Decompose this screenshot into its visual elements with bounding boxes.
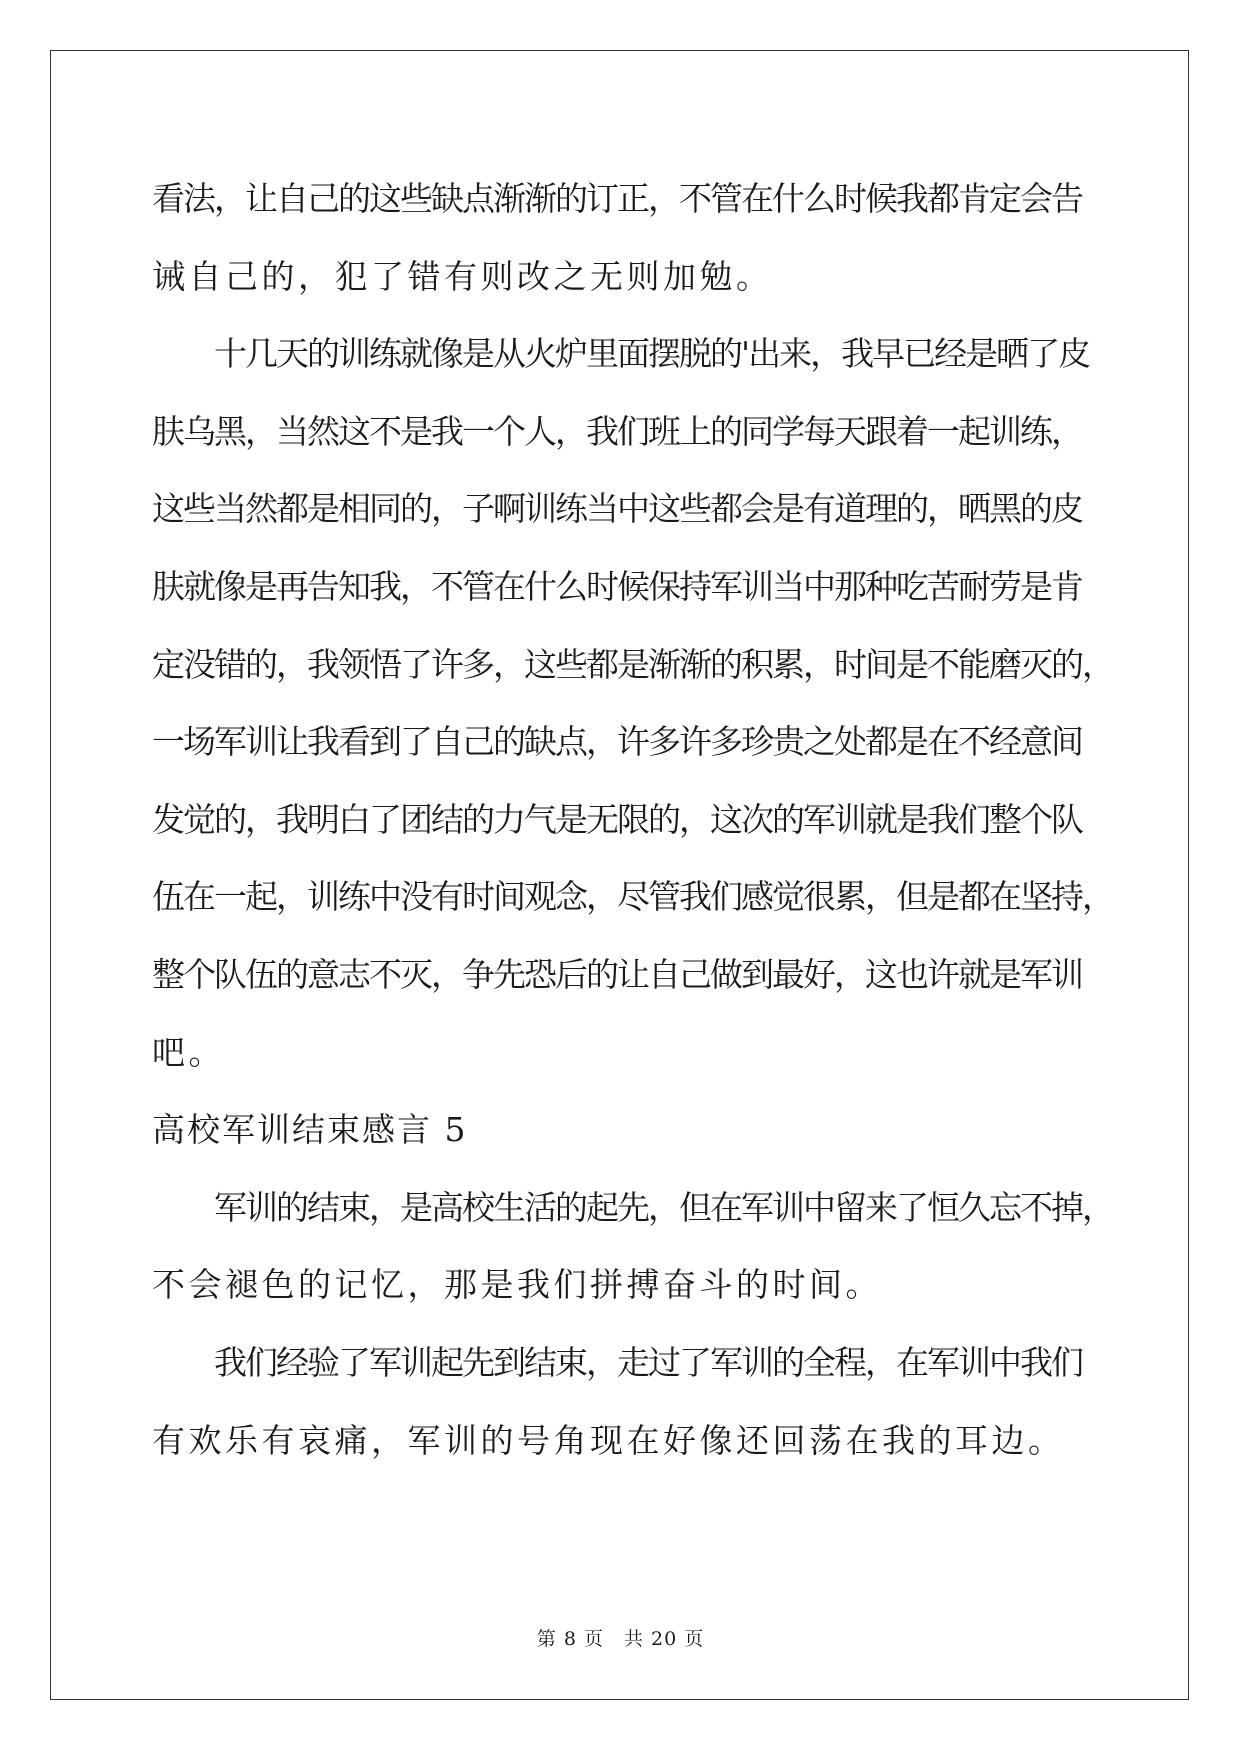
page-number-footer: 第 8 页 共 20 页 — [536, 1628, 705, 1650]
text-line: 诫自己的，犯了错有则改之无则加勉。 — [152, 256, 773, 296]
text-line: 定没错的，我领悟了许多，这些都是渐渐的积累，时间是不能磨灭的， — [152, 644, 1113, 684]
text-line: 伍在一起，训练中没有时间观念，尽管我们感觉很累，但是都在坚持， — [152, 877, 1113, 917]
text-line: 这些当然都是相同的，子啊训练当中这些都会是有道理的，晒黑的皮 — [152, 489, 1082, 529]
text-line: 有欢乐有哀痛，军训的号角现在好像还回荡在我的耳边。 — [152, 1420, 1065, 1460]
text-line: 肤就像是再告知我，不管在什么时候保持军训当中那种吃苦耐劳是肯 — [152, 566, 1082, 606]
text-line: 肤乌黑，当然这不是我一个人，我们班上的同学每天跟着一起训练， — [152, 411, 1082, 451]
paragraph-start-line: 我们经验了军训起先到结束，走过了军训的全程，在军训中我们 — [214, 1342, 1082, 1382]
text-line: 看法，让自己的这些缺点渐渐的订正，不管在什么时候我都肯定会告 — [152, 179, 1082, 218]
text-line: 吧。 — [152, 1032, 225, 1072]
text-line: 一场军训让我看到了自己的缺点，许多许多珍贵之处都是在不经意间 — [152, 722, 1082, 762]
text-line: 整个队伍的意志不灭，争先恐后的让自己做到最好，这也许就是军训 — [152, 954, 1082, 994]
document-body — [152, 160, 1113, 1479]
paragraph-start-line: 军训的结束，是高校生活的起先，但在军训中留来了恒久忘不掉， — [214, 1187, 1113, 1227]
text-line: 不会褪色的记忆，那是我们拼搏奋斗的时间。 — [152, 1265, 882, 1305]
section-heading: 高校军训结束感言 5 — [152, 1110, 468, 1150]
paragraph-start-line: 十几天的训练就像是从火炉里面摆脱的'出来，我早已经是晒了皮 — [214, 334, 1090, 374]
text-line: 发觉的，我明白了团结的力气是无限的，这次的军训就是我们整个队 — [152, 799, 1082, 839]
